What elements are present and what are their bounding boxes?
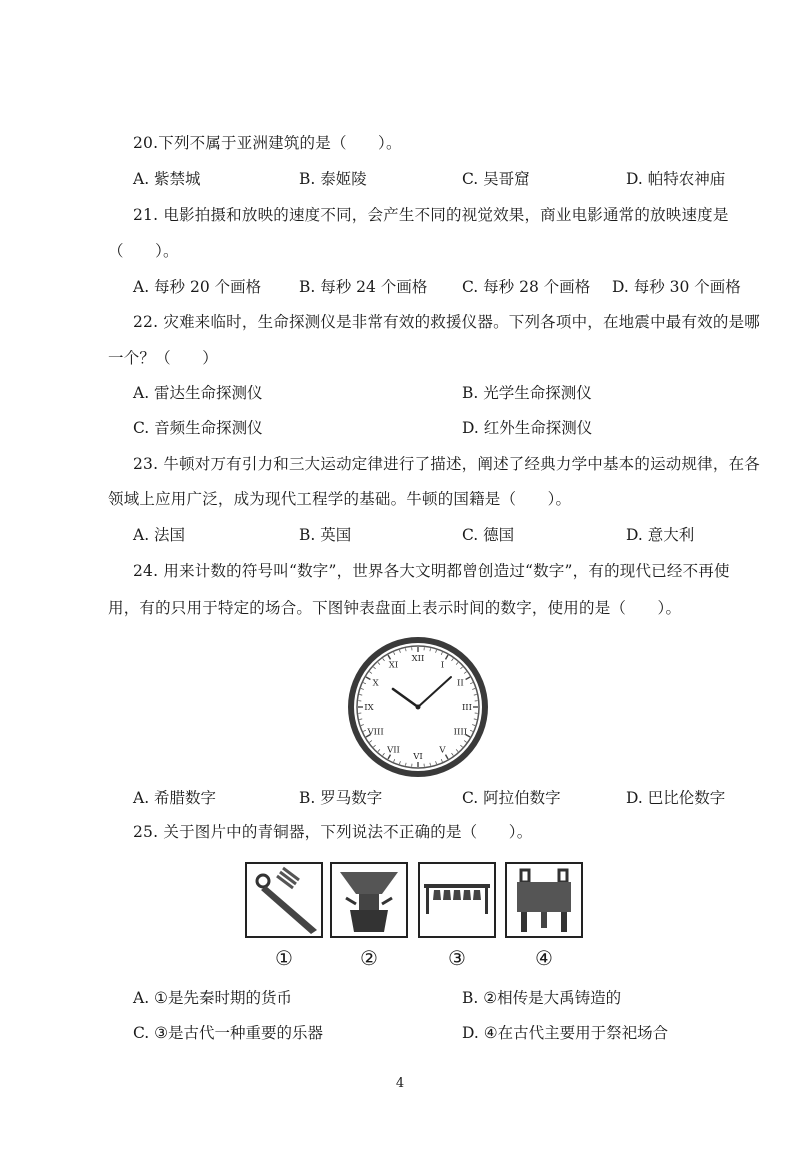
q25-stem: 25. 关于图片中的青铜器，下列说法不正确的是（ ）。 — [133, 823, 533, 841]
q21-option-a: A. 每秒 20 个画格 — [133, 278, 262, 296]
clock-numeral: I — [440, 660, 445, 671]
q20-stem: 20.下列不属于亚洲建筑的是（ ）。 — [133, 134, 402, 152]
bronze-zun-vessel-icon — [330, 862, 408, 938]
q24-option-d: D. 巴比伦数字 — [626, 789, 726, 807]
clock-numeral: XII — [411, 654, 425, 664]
q25-option-b: B. ②相传是大禹铸造的 — [462, 989, 622, 1007]
clock-numeral: VIII — [367, 727, 384, 738]
q23-stem-line1: 23. 牛顿对万有引力和三大运动定律进行了描述，阐述了经典力学中基本的运动规律，在各 — [133, 455, 760, 473]
clock-numeral: IIII — [453, 727, 468, 738]
clock-numeral: III — [461, 703, 473, 713]
q21-option-b: B. 每秒 24 个画格 — [299, 278, 428, 296]
roman-clock-figure — [347, 636, 489, 778]
q20-option-c: C. 吴哥窟 — [462, 170, 530, 188]
q23-option-d: D. 意大利 — [626, 526, 695, 544]
clock-numeral: VII — [387, 745, 400, 756]
q22-option-c: C. 音频生命探测仪 — [133, 419, 263, 437]
q23-option-b: B. 英国 — [299, 526, 352, 544]
figure-label-1: ① — [275, 946, 293, 970]
page-number: 4 — [395, 1076, 405, 1091]
q20-option-a: A. 紫禁城 — [133, 170, 201, 188]
q20-option-b: B. 泰姬陵 — [299, 170, 367, 188]
q24-option-c: C. 阿拉伯数字 — [462, 789, 561, 807]
q21-stem-line1: 21. 电影拍摄和放映的速度不同，会产生不同的视觉效果，商业电影通常的放映速度是 — [133, 206, 729, 224]
q23-stem-line2: 领域上应用广泛，成为现代工程学的基础。牛顿的国籍是（ ）。 — [108, 490, 572, 508]
clock-numeral: VI — [413, 752, 423, 762]
figure-label-3: ③ — [448, 946, 466, 970]
q25-option-d: D. ④在古代主要用于祭祀场合 — [462, 1024, 669, 1042]
q21-stem-line2: （ ）。 — [108, 242, 179, 260]
clock-numeral: XI — [388, 660, 399, 671]
clock-numeral: II — [457, 678, 464, 689]
q22-option-d: D. 红外生命探测仪 — [462, 419, 593, 437]
q24-option-a: A. 希腊数字 — [133, 789, 217, 807]
q21-option-d: D. 每秒 30 个画格 — [612, 278, 741, 296]
q21-option-c: C. 每秒 28 个画格 — [462, 278, 591, 296]
clock-numeral: V — [439, 745, 446, 756]
figure-label-4: ④ — [535, 946, 553, 970]
q24-option-b: B. 罗马数字 — [299, 789, 383, 807]
clock-center-pin — [416, 705, 421, 710]
q23-option-c: C. 德国 — [462, 526, 515, 544]
q22-option-b: B. 光学生命探测仪 — [462, 384, 592, 402]
q22-stem-line1: 22. 灾难来临时，生命探测仪是非常有效的救援仪器。下列各项中，在地震中最有效的是哪 — [133, 313, 760, 331]
bronze-ding-cauldron-icon — [505, 862, 583, 938]
bronze-chime-bells-icon — [418, 862, 496, 938]
bronze-knife-coin-icon — [245, 862, 323, 938]
clock-numeral: X — [372, 678, 379, 689]
q24-stem-line1: 24. 用来计数的符号叫“数字”，世界各大文明都曾创造过“数字”，有的现代已经不再使 — [133, 562, 730, 580]
q25-option-a: A. ①是先秦时期的货币 — [133, 989, 292, 1007]
q23-option-a: A. 法国 — [133, 526, 186, 544]
figure-label-2: ② — [360, 946, 378, 970]
clock-numeral: IX — [364, 703, 374, 713]
q22-option-a: A. 雷达生命探测仪 — [133, 384, 263, 402]
q25-option-c: C. ③是古代一种重要的乐器 — [133, 1024, 324, 1042]
q22-stem-line2: 一个？（ ） — [108, 349, 218, 367]
q24-stem-line2: 用，有的只用于特定的场合。下图钟表盘面上表示时间的数字，使用的是（ ）。 — [108, 599, 682, 617]
q20-option-d: D. 帕特农神庙 — [626, 170, 726, 188]
